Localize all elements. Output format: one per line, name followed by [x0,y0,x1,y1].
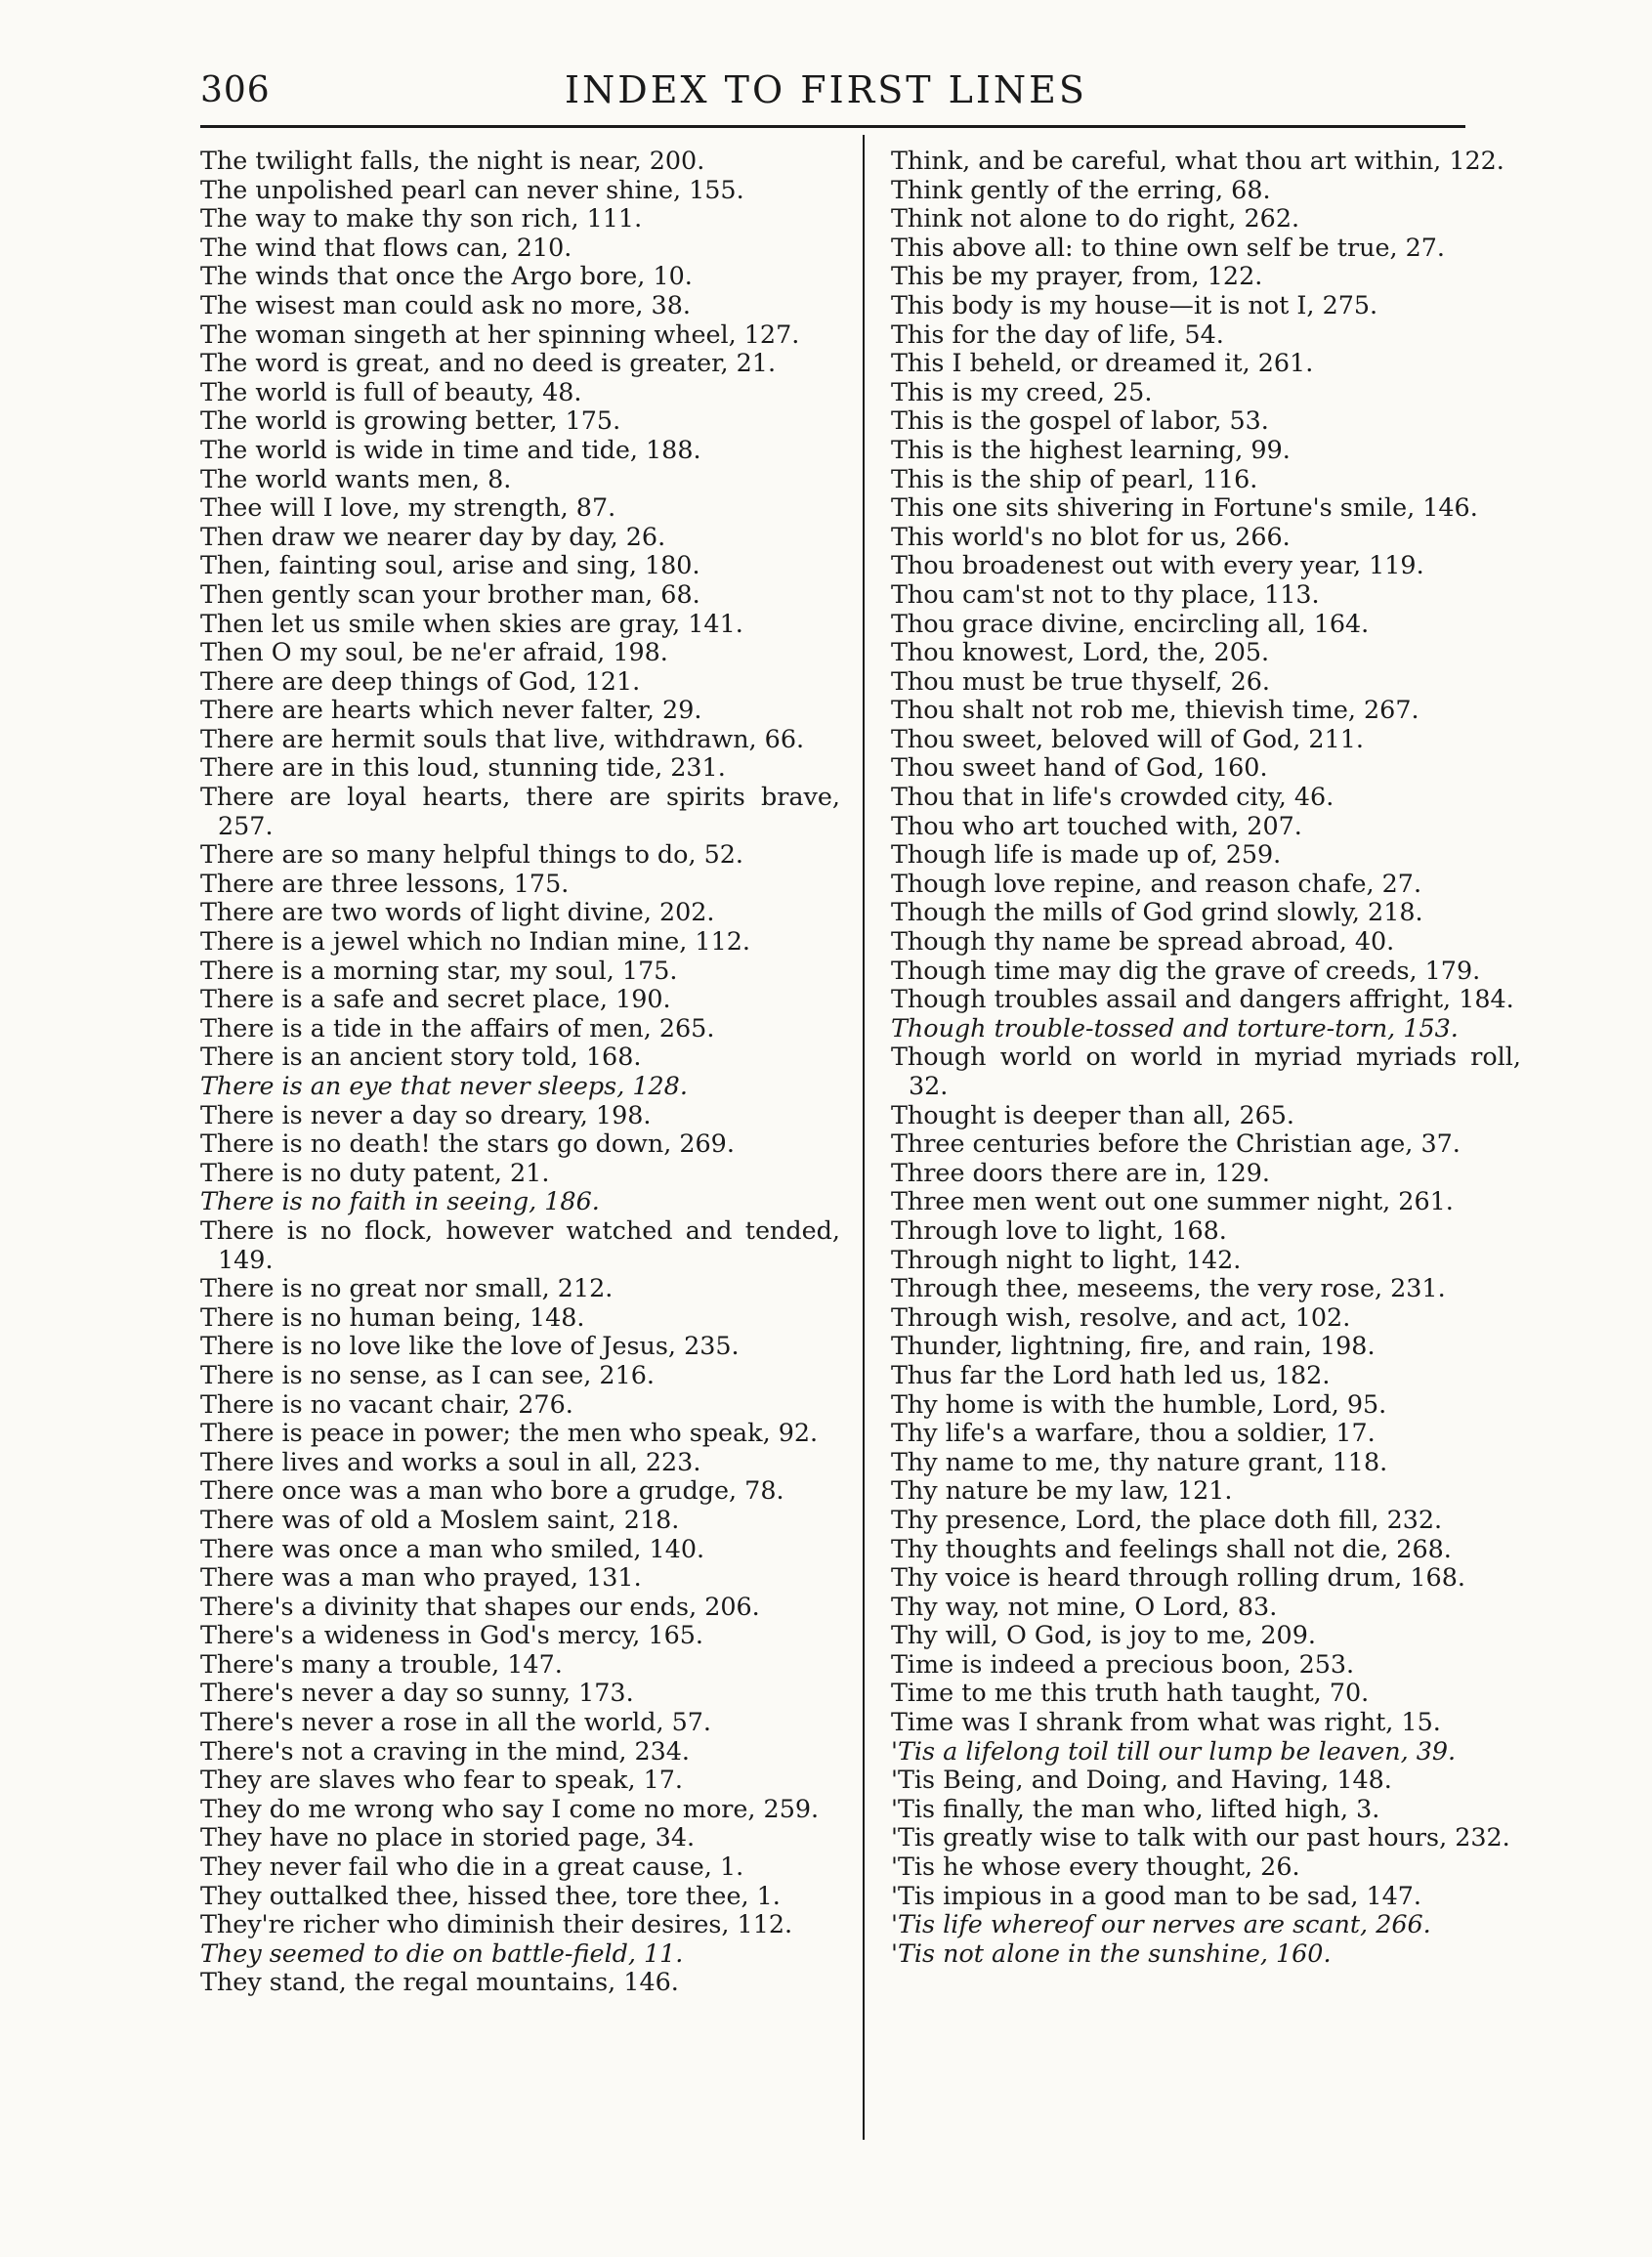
index-entry: Time was I shrank from what was right, 15. [891,1707,1441,1737]
index-entry: Thy way, not mine, O Lord, 83. [891,1591,1278,1621]
index-entry: 'Tis life whereof our nerves are scant, 266. [891,1909,1431,1939]
index-entry: Thought is deeper than all, 265. [891,1099,1294,1129]
index-entry: Though world on world in myriad myriads roll, 32. [891,1042,1521,1100]
index-entry: There is no duty patent, 21. [200,1157,550,1187]
index-entry: 'Tis he whose every thought, 26. [891,1852,1300,1882]
index-entry: There is no sense, as I can see, 216. [200,1359,655,1389]
index-entry: The wisest man could ask no more, 38. [200,289,691,319]
index-entry: The twilight falls, the night is near, 200. [200,146,705,175]
index-entry: There is a jewel which no Indian mine, 112. [200,926,750,957]
index-entry: Thy will, O God, is joy to me, 209. [891,1620,1316,1650]
index-entry: There is no great nor small, 212. [200,1273,614,1303]
index-entry: Thunder, lightning, fire, and rain, 198. [891,1331,1376,1361]
index-entry: Then gently scan your brother man, 68. [200,578,700,609]
index-entry: There's a wideness in God's mercy, 165. [200,1620,703,1650]
index-entry: Though trouble-tossed and torture-torn, 153. [891,1012,1459,1043]
index-entry: There was of old a Moslem saint, 218. [200,1504,680,1534]
index-entry: This for the day of life, 54. [891,319,1224,349]
index-entry: Thee will I love, my strength, 87. [200,492,616,523]
index-entry: There is no faith in seeing, 186. [200,1186,600,1216]
index-entry: Though the mills of God grind slowly, 218. [891,897,1423,927]
left-column [200,147,840,1997]
index-entry: There are hermit souls that live, withdrawn, 66. [200,723,805,753]
index-entry: There is peace in power; the men who speak, 92. [200,1418,819,1448]
index-entry: There is no vacant chair, 276. [200,1388,573,1419]
index-entry: Three doors there are in, 129. [891,1157,1270,1187]
index-entry: Then O my soul, be ne'er afraid, 198. [200,637,668,667]
index-entry: Think gently of the erring, 68. [891,174,1271,204]
index-entry: Thy home is with the humble, Lord, 95. [891,1388,1387,1419]
index-entry: There are in this loud, stunning tide, 231. [200,752,726,783]
index-entry: Then draw we nearer day by day, 26. [200,521,666,551]
index-entry: Thou grace divine, encircling all, 164. [891,608,1370,638]
index-entry: Thou knowest, Lord, the, 205. [891,637,1270,667]
index-entry: There is no human being, 148. [200,1301,585,1332]
index-entry: There is no death! the stars go down, 269. [200,1128,735,1159]
index-entry: The world is wide in time and tide, 188. [200,434,701,464]
index-entry: There are hearts which never falter, 29. [200,695,702,725]
index-entry: This body is my house—it is not I, 275. [891,289,1378,319]
index-entry: Thou broadenest out with every year, 119. [891,550,1424,580]
index-entry: Thy thoughts and feelings shall not die, 268. [891,1533,1452,1563]
index-entry: Through night to light, 142. [891,1244,1242,1274]
index-entry: There are deep things of God, 121. [200,665,641,696]
index-entry: There's not a craving in the mind, 234. [200,1735,690,1766]
index-entry: Though thy name be spread abroad, 40. [891,926,1395,957]
index-entry: There are loyal hearts, there are spirits brave, 257. [200,782,840,840]
index-entry: There are so many helpful things to do, 52. [200,839,743,870]
index-entry: There was a man who prayed, 131. [200,1562,642,1593]
index-entry: Then, fainting soul, arise and sing, 180. [200,550,700,580]
index-entry: There is no flock, however watched and tended, 149. [200,1214,840,1274]
index-entry: Time to me this truth hath taught, 70. [891,1678,1370,1708]
index-entry: Thou who art touched with, 207. [891,810,1302,840]
index-entry: They do me wrong who say I come no more, 259. [200,1793,820,1823]
index-entry: The woman singeth at her spinning wheel, 127. [200,319,800,349]
index-entry: There is an ancient story told, 168. [200,1042,642,1072]
index-entry: They're richer who diminish their desires, 112. [200,1909,793,1939]
index-entry: Though time may dig the grave of creeds, 179. [891,955,1481,985]
index-entry: The world wants men, 8. [200,463,512,493]
index-entry: This one sits shivering in Fortune's smile, 146. [891,492,1478,523]
index-entry: The word is great, and no deed is greater, 21. [200,348,777,378]
index-entry: There is a morning star, my soul, 175. [200,955,678,985]
index-entry: Thy name to me, thy nature grant, 118. [891,1446,1388,1476]
index-entry: Thou sweet hand of God, 160. [891,752,1268,783]
index-entry: This is the ship of pearl, 116. [891,463,1258,493]
index-entry: 'Tis a lifelong toil till our lump be leaven, 39. [891,1735,1457,1766]
index-entry: Thy voice is heard through rolling drum, 168. [891,1562,1465,1593]
page-title: INDEX TO FIRST LINES [565,68,1087,111]
index-entry: 'Tis finally, the man who, lifted high, 3. [891,1793,1380,1823]
index-entry: They stand, the regal mountains, 146. [200,1967,679,1997]
index-entry: They seemed to die on battle-field, 11. [200,1938,684,1968]
header-rule [200,125,1465,128]
index-entry: The wind that flows can, 210. [200,232,572,262]
index-entry: There's never a rose in all the world, 57. [200,1707,711,1737]
index-entry: This I beheld, or dreamed it, 261. [891,348,1314,378]
index-entry: The unpolished pearl can never shine, 155. [200,174,744,204]
index-entry: There's many a trouble, 147. [200,1648,563,1679]
index-entry: This world's no blot for us, 266. [891,521,1291,551]
index-entry: There was once a man who smiled, 140. [200,1533,705,1563]
index-entry: There is a safe and secret place, 190. [200,984,671,1014]
index-entry: Though troubles assail and dangers affright, 184. [891,984,1514,1014]
index-entry: The world is full of beauty, 48. [200,376,582,406]
index-entry: Three men went out one summer night, 261. [891,1186,1454,1216]
index-entry: This be my prayer, from, 122. [891,261,1263,291]
index-entry: Though love repine, and reason chafe, 27. [891,868,1422,898]
index-entry: The world is growing better, 175. [200,405,621,436]
index-entry: Thou sweet, beloved will of God, 211. [891,723,1364,753]
index-entry: 'Tis greatly wise to talk with our past hours, 232. [891,1822,1510,1852]
index-entry: Through thee, meseems, the very rose, 231. [891,1273,1446,1303]
index-entry: The way to make thy son rich, 111. [200,203,643,234]
index-entry: Thou shalt not rob me, thievish time, 267. [891,695,1419,725]
index-entry: There's a divinity that shapes our ends, 206. [200,1591,760,1621]
index-entry: Thus far the Lord hath led us, 182. [891,1359,1331,1389]
page-number: 306 [200,70,271,110]
index-entry: There lives and works a soul in all, 223. [200,1446,701,1476]
index-entry: This above all: to thine own self be true, 27. [891,232,1445,262]
index-entry: This is the highest learning, 99. [891,434,1291,464]
index-entry: Through wish, resolve, and act, 102. [891,1301,1351,1332]
index-entry: There's never a day so sunny, 173. [200,1678,634,1708]
index-entry: Through love to light, 168. [891,1214,1227,1245]
index-entry: Thy presence, Lord, the place doth fill, 232. [891,1504,1443,1534]
index-entry: 'Tis Being, and Doing, and Having, 148. [891,1765,1392,1795]
index-entry: They outtalked thee, hissed thee, tore thee, 1. [200,1880,781,1910]
index-entry: There is a tide in the affairs of men, 265. [200,1012,715,1043]
index-entry: This is my creed, 25. [891,376,1153,406]
index-entry: 'Tis impious in a good man to be sad, 147. [891,1880,1421,1910]
index-entry: They are slaves who fear to speak, 17. [200,1765,683,1795]
index-entry: Thou cam'st not to thy place, 113. [891,578,1320,609]
index-entry: Think, and be careful, what thou art within, 122. [891,146,1504,175]
index-entry: Thy nature be my law, 121. [891,1475,1233,1506]
index-entry: Thou that in life's crowded city, 46. [891,782,1334,812]
index-entry: There are two words of light divine, 202. [200,897,715,927]
index-entry: This is the gospel of labor, 53. [891,405,1269,436]
index-entry: There are three lessons, 175. [200,868,570,898]
index-entry: They never fail who die in a great cause, 1. [200,1852,744,1882]
index-entry: The winds that once the Argo bore, 10. [200,261,693,291]
index-entry: There is never a day so dreary, 198. [200,1099,652,1129]
index-entry: Thou must be true thyself, 26. [891,665,1270,696]
index-entry: There is an eye that never sleeps, 128. [200,1071,688,1100]
index-entry: Time is indeed a precious boon, 253. [891,1648,1355,1679]
index-entry: They have no place in storied page, 34. [200,1822,696,1852]
index-entry: Then let us smile when skies are gray, 141. [200,608,743,638]
right-column [891,147,1521,1968]
index-entry: There is no love like the love of Jesus, 235. [200,1331,740,1361]
index-entry: Three centuries before the Christian age, 37. [891,1128,1461,1159]
index-entry: 'Tis not alone in the sunshine, 160. [891,1938,1332,1968]
index-entry: Think not alone to do right, 262. [891,203,1300,234]
index-entry: Though life is made up of, 259. [891,839,1282,870]
column-divider [863,135,865,2140]
index-entry: There once was a man who bore a grudge, 78. [200,1475,784,1506]
index-entry: Thy life's a warfare, thou a soldier, 17. [891,1418,1376,1448]
